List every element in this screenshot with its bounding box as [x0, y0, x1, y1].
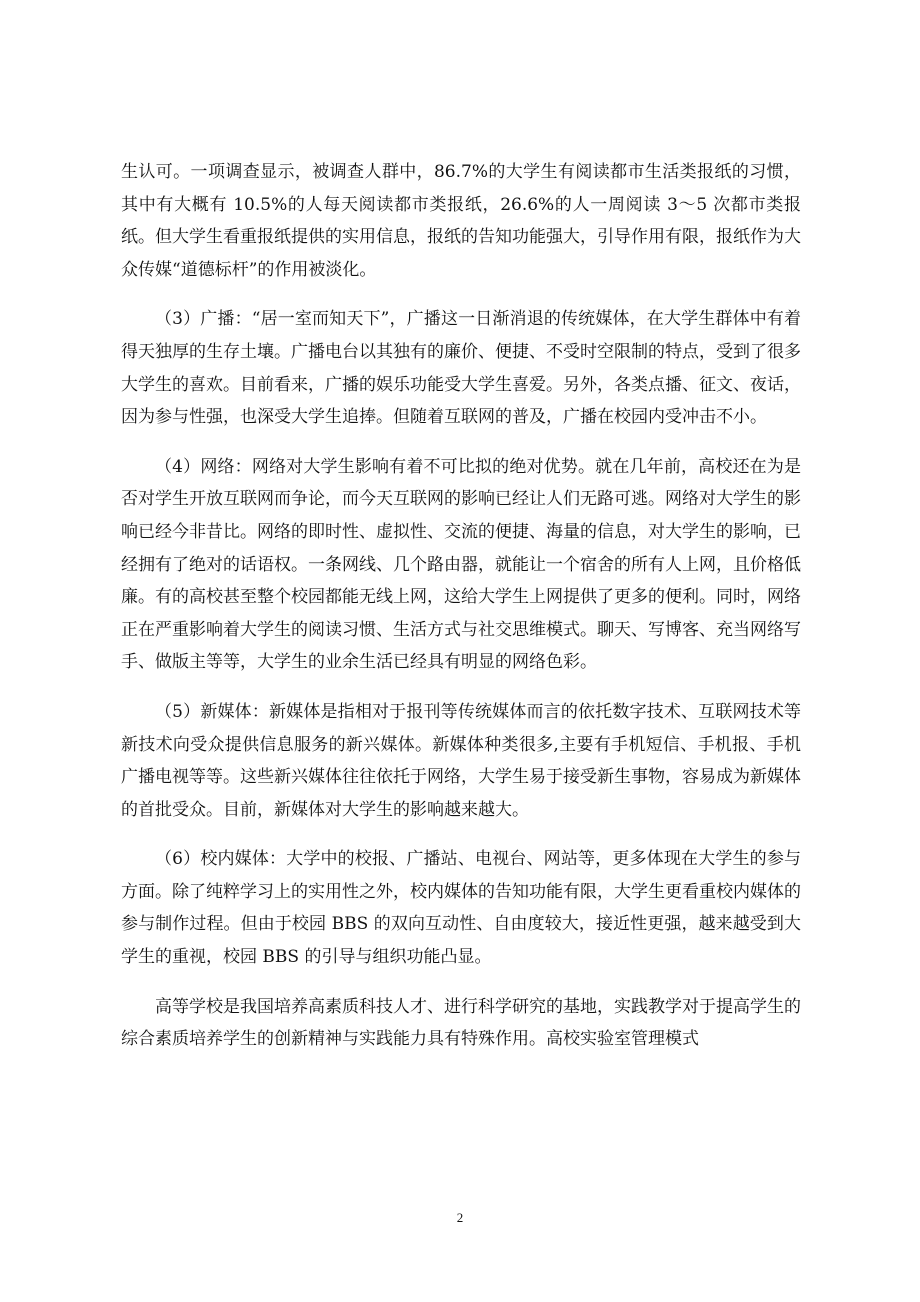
- paragraph-campus-media: （6）校内媒体：大学中的校报、广播站、电视台、网站等，更多体现在大学生的参与方面。除了纯粹学习上的实用性之外，校内媒体的告知功能有限，大学生更看重校内媒体的参与制作过程。但由于校园 BBS 的双向互动性、自由度较大，接近性更强，越来越受到大学生的重视，校园 BBS 的引导与组织功能凸显。: [121, 849, 801, 968]
- paragraph-radio: （3）广播：“居一室而知天下”，广播这一日渐消退的传统媒体，在大学生群体中有着得天独厚的生存土壤。广播电台以其独有的廉价、便捷、不受时空限制的特点，受到了很多大学生的喜欢。目前看来，广播的娱乐功能受大学生喜爱。另外，各类点播、征文、夜话，因为参与性强，也深受大学生追捧。但随着互联网的普及，广播在校园内受冲击不小。: [121, 309, 801, 428]
- paragraph-higher-education: 高等学校是我国培养高素质科技人才、进行科学研究的基地，实践教学对于提高学生的综合素质培养学生的创新精神与实践能力具有特殊作用。高校实验室管理模式: [121, 996, 801, 1050]
- paragraph-new-media: （5）新媒体：新媒体是指相对于报刊等传统媒体而言的依托数字技术、互联网技术等新技术向受众提供信息服务的新兴媒体。新媒体种类很多,主要有手机短信、手机报、手机广播电视等等。这些新兴媒体往往依托于网络，大学生易于接受新生事物，容易成为新媒体的首批受众。目前，新媒体对大学生的影响越来越大。: [121, 701, 801, 820]
- paragraph-network: （4）网络：网络对大学生影响有着不可比拟的绝对优势。就在几年前，高校还在为是否对学生开放互联网而争论，而今天互联网的影响已经让人们无路可逃。网络对大学生的影响已经今非昔比。网络的即时性、虚拟性、交流的便捷、海量的信息，对大学生的影响，已经拥有了绝对的话语权。一条网线、几个路由器，就能让一个宿舍的所有人上网，且价格低廉。有的高校甚至整个校园都能无线上网，这给大学生上网提供了更多的便利。同时，网络正在严重影响着大学生的阅读习惯、生活方式与社交思维模式。聊天、写博客、充当网络写手、做版主等等，大学生的业余生活已经具有明显的网络色彩。: [121, 456, 801, 673]
- paragraph-newspaper-continuation: 生认可。一项调查显示，被调查人群中，86.7%的大学生有阅读都市生活类报纸的习惯，其中有大概有 10.5%的人每天阅读都市类报纸，26.6%的人一周阅读 3～5 次都市类报纸。但大学生看重报纸提供的实用信息，报纸的告知功能强大，引导作用有限，报纸作为大众传媒“道德标杆”的作用被淡化。: [121, 162, 801, 280]
- page-number: 2: [456, 1210, 464, 1225]
- document-body: [121, 156, 801, 1073]
